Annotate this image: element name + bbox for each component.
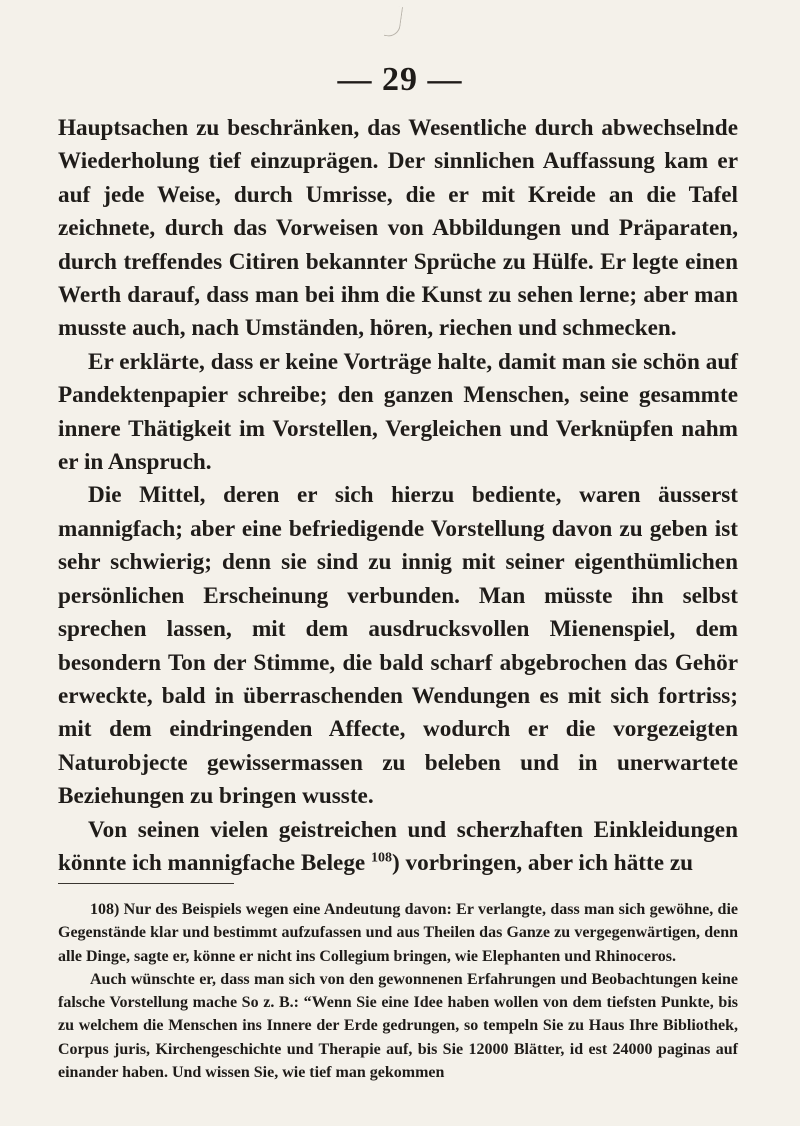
page-number: — 29 — xyxy=(337,61,463,98)
pencil-mark xyxy=(384,5,403,38)
footnote-108-continued: Auch wünschte er, dass man sich von den gewonnenen Erfahrungen und Beobachtungen keine falsche Vorstellung mache So z. B.: “Wenn Sie eine Idee haben wollen von dem tiefsten Punkte, bis zu welchem die Menschen ins Innere der Erde gedrungen, so tempeln Sie zu Haus Ihre Bibliothek, Corpus juris, Kirchengeschichte und Therapie auf, bis Sie 12000 Blätter, id est 24000 paginas auf einander haben. Und wissen Sie, wie tief man gekommen xyxy=(58,970,738,1082)
footnotes xyxy=(58,898,738,1084)
paragraph-2: Er erklärte, dass er keine Vorträge halte, damit man sie schön auf Pandektenpapier schreibe; den ganzen Menschen, seine gesammte innere Thätigkeit im Vorstellen, Vergleichen und Verknüpfen nahm er in Anspruch. xyxy=(58,348,738,476)
paragraph-3: Die Mittel, deren er sich hierzu bediente, waren äusserst mannigfach; aber eine befriedigende Vorstellung davon zu geben ist sehr schwierig; denn sie sind zu innig mit seiner eigenthümlichen persönlichen Erscheinung verbunden. Man müsste ihn selbst sprechen lassen, mit dem ausdrucksvollen Mienenspiel, dem besondern Ton der Stimme, die bald scharf abgebrochen das Gehör erweckte, bald in überraschenden Wendungen es mit sich fortriss; mit dem eindringenden Affecte, wodurch er die vorgezeigten Naturobjecte gewissermassen zu beleben und in unerwartete Beziehungen zu bringen wusste. xyxy=(58,482,738,810)
main-text xyxy=(58,112,738,880)
paragraph-4-text-end: ) vorbringen, aber ich hätte zu xyxy=(392,849,694,876)
footnote-reference: 108 xyxy=(371,850,393,866)
footnote-separator xyxy=(58,883,234,884)
paragraph-1: Hauptsachen zu beschränken, das Wesentliche durch abwechselnde Wiederholung tief einzuprägen. Der sinnlichen Auffassung kam er auf jede Weise, durch Umrisse, die er mit Kreide an die Tafel zeichnete, durch das Vorweisen von Abbildungen und Präparaten, durch treffendes Citiren bekannter Sprüche zu Hülfe. Er legte einen Werth darauf, dass man bei ihm die Kunst zu sehen lerne; aber man musste auch, nach Umständen, hören, riechen und schmecken. xyxy=(58,115,738,342)
paragraph-4 xyxy=(58,814,738,881)
footnote-108: 108) Nur des Beispiels wegen eine Andeutung davon: Er verlangte, dass man sich gewöhne, die Gegenstände klar und bestimmt aufzufassen und aus Theilen das Ganze zu vergegenwärtigen, denn alle Dinge, sagte er, könne er nicht ins Collegium bringen, wie Elephanten und Rhinoceros. xyxy=(58,901,738,965)
paragraph-4-text-start: Von seinen vielen geistreichen und scherzhaften Einkleidungen könnte ich mannigfache Belege xyxy=(58,816,738,876)
